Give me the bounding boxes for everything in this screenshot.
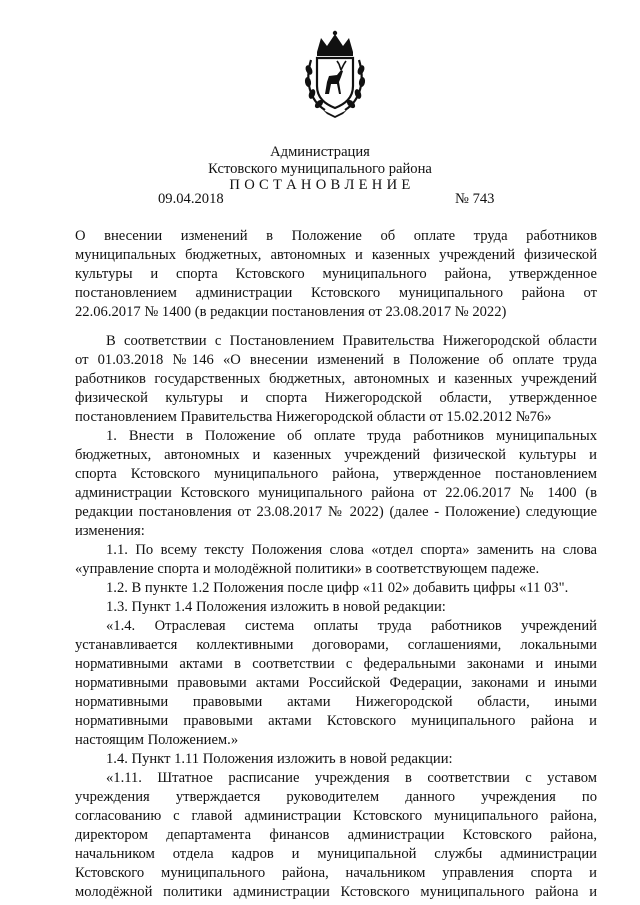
coat-of-arms-icon: [303, 30, 367, 118]
body-line: администрации Кстовского муниципального района от 22.06.2017 № 1400 (в: [75, 485, 597, 501]
body-line: учреждения утверждается руководителем данного учреждения по: [75, 789, 597, 805]
body-line: настоящим Положением.»: [75, 732, 239, 748]
body-line: Кстовского муниципального района, начальником управления спорта и: [75, 865, 597, 881]
org-title: Администрация: [270, 144, 370, 160]
subject-line: культуры и спорта Кстовского муниципального района, утвержденное: [75, 266, 597, 282]
body-line: «1.11. Штатное расписание учреждения в соответствии с уставом: [106, 770, 597, 786]
body-line: 1.4. Пункт 1.11 Положения изложить в новой редакции:: [106, 751, 453, 767]
body-line: 1. Внести в Положение об оплате труда работников муниципальных: [106, 428, 597, 444]
body-line: изменения:: [75, 523, 145, 539]
body-line: «управление спорта и молодёжной политики» в соответствующем падеже.: [75, 561, 540, 577]
body-line: нормативными правовыми актами Кстовского муниципального района и: [75, 713, 597, 729]
subject-line: постановлением администрации Кстовского муниципального района от: [75, 285, 597, 301]
body-line: 1.2. В пункте 1.2 Положения после цифр «11 02» добавить цифры «11 03".: [106, 580, 569, 596]
body-line: спорта Кстовского муниципального района, утвержденное постановлением: [75, 466, 597, 482]
body-line: редакции постановления от 23.08.2017 № 2022) (далее - Положение) следующие: [75, 504, 597, 520]
subject-line: О внесении изменений в Положение об оплате труда работников: [75, 228, 597, 244]
body-line: нормативными правовыми актами Российской Федерации, законами и иными: [75, 675, 597, 691]
body-line: В соответствии с Постановлением Правительства Нижегородской области: [106, 333, 597, 349]
body-line: бюджетных, автономных и казенных учреждений физической культуры и: [75, 447, 597, 463]
body-line: молодёжной политики администрации Кстовского муниципального района и: [75, 884, 597, 900]
body-line: нормативными актами в соответствии с федеральными законами и иными: [75, 656, 597, 672]
body-line: 1.1. По всему тексту Положения слова «отдел спорта» заменить на слова: [106, 542, 597, 558]
body-line: от 01.03.2018 №146 «О внесении изменений в Положение об оплате труда: [75, 352, 597, 368]
document-type: П О С Т А Н О В Л Е Н И Е: [229, 177, 411, 193]
body-line: начальником отдела кадров и муниципальной службы администрации: [75, 846, 597, 862]
body-line: «1.4. Отраслевая система оплаты труда работников учреждений: [106, 618, 597, 634]
body-line: постановлением Правительства Нижегородской области от 15.02.2012 №76»: [75, 409, 552, 425]
body-line: директором департамента финансов администрации Кстовского района,: [75, 827, 597, 843]
document-body: [75, 332, 597, 902]
document-subject: [75, 227, 597, 322]
subject-line: 22.06.2017 № 1400 (в редакции постановления от 23.08.2017 № 2022): [75, 304, 507, 320]
subject-line: муниципальных бюджетных, автономных и казенных учреждений физической: [75, 247, 597, 263]
body-line: физической культуры и спорта Нижегородской области, утвержденное: [75, 390, 597, 406]
body-line: нормативными правовыми актами Нижегородской области, иными: [75, 694, 597, 710]
document-number: № 743: [455, 191, 495, 207]
document-date: 09.04.2018: [158, 191, 224, 207]
org-subtitle: Кстовского муниципального района: [208, 161, 432, 177]
body-line: устанавливается коллективными договорами, соглашениями, локальными: [75, 637, 597, 653]
body-line: работников государственных бюджетных, автономных и казенных учреждений: [75, 371, 597, 387]
body-line: согласованию с главой администрации Кстовского муниципального района,: [75, 808, 597, 824]
body-line: 1.3. Пункт 1.4 Положения изложить в новой редакции:: [106, 599, 446, 615]
